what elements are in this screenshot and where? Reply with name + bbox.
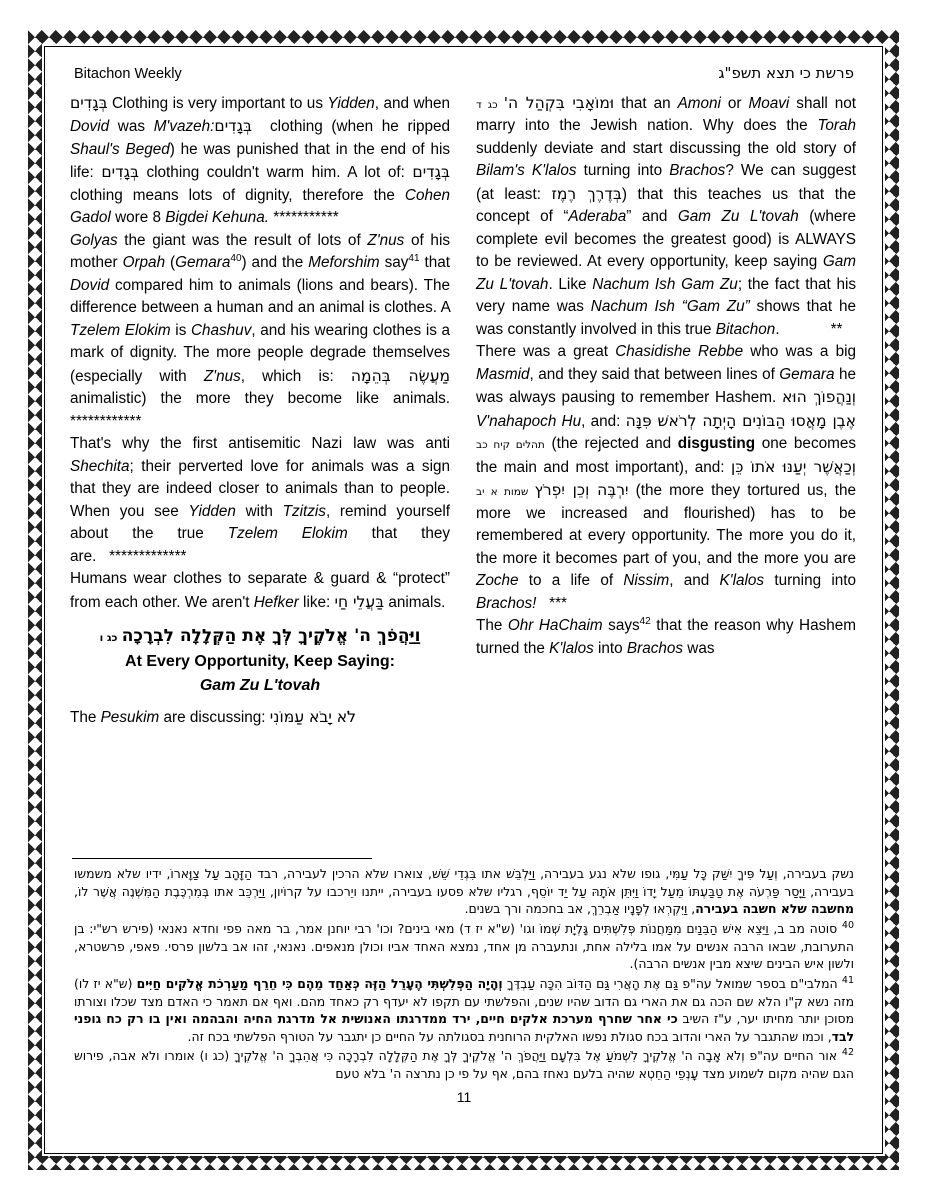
footnote-ref-40: 40 — [230, 253, 242, 265]
separator-stars-3: ************* — [109, 547, 187, 565]
page-content — [58, 52, 870, 1148]
heb-verse-ref-1: כג ד — [476, 99, 504, 111]
footnotes-block — [70, 865, 858, 1083]
heb-baalei-chai: בַּעֲלֵי חַי — [334, 592, 385, 611]
separator-stars-5: *** — [549, 594, 567, 612]
separator-stars-2: ************ — [70, 412, 142, 430]
heb-verse-ref-3: שמות א יב — [476, 486, 535, 499]
heb-umoavi: וּמוֹאָבִי בִּקְהַל ה' — [503, 94, 615, 112]
footnote-42: $^{42}$ אור החיים עה"פ וְלֹא אָבָה ה' אֱלֹקֶיךָ לִשְׁמֹעַ אֶל בִּלְעָם וַיַּהֲפֹךְ ה' אֱלֹקֶיךָ לְּךָ אֶת הַקְּלָלָה לִבְרָכָה כִּי אֲהֵבְךָ ה' אֱלֹקֶיךָ (כג ו) אומרו ולא אבה, פירוש הגם שהיה מקום לשמוע מצד עָנְפֵי הַחֵטְא שהיה בלעם נאחז בהם, אף על פי כן נתרצה ה' בלא טעם — [74, 1047, 854, 1082]
emphasis-disgusting: disgusting — [677, 435, 756, 453]
heading-verse-ref: כג ו — [99, 632, 118, 645]
paragraph-amoni-moavi: וּמוֹאָבִי בִּקְהַל ה' כג ד that an Amoni or Moavi shall not marry into the Jewish nation. Why does the Torah suddenly deviate and start discussing the old story of Bilam's K'lalos turning into Brachos? We can suggest (at least: בְּדֶרֶךְ רֶמֶז) that this teaches us that the concept of “Aderaba” and Gam Zu L'tovah (where complete evil becomes the greatest good) is ALWAYS to be reviewed. At every opportunity, keep saying Gam Zu L'tovah. Like Nachum Ish Gam Zu; the fact that his very name was Nachum Ish “Gam Zu” shows that he was constantly involved in this true Bitachon. ** — [476, 94, 857, 338]
heb-maaseh-behema: מַעֲשֶׂה בְּהֵמָה — [350, 366, 450, 385]
heb-begadim-1: בְּגָדִים — [70, 94, 108, 112]
heb-vnahapoch-hu: וְנַהֲפוֹךְ הוּא — [782, 388, 857, 407]
left-column — [70, 92, 450, 852]
footnote-ref-42: 42 — [639, 616, 651, 628]
heb-lo-yavo-amoni: לֹא יָבֹא עַמּוֹנִי — [269, 707, 356, 726]
heb-begadim-4: בְּגָדִים — [412, 163, 450, 182]
heb-begadim-3: בְּגָדִים — [101, 163, 139, 182]
footnote-continuation: נשק בעבירה, וְעַל פִּיךָ יִשַּׁק כָּל עַמִּי, גופו שלא נגע בעבירה, וַיַּלְבֵּשׁ אתו בִּגְדֵי שֵׁשׁ, צוארו שלא הרכין לעבירה, רבד הַזָּהָב עַל צַוָּארוֹ, ידיו שלא משמשו בעבירה, וַיָּסַר פַּרְעֹה אֶת טַבַּעְתּוֹ מֵעַל יָדוֹ וַיִּתֵּן אֹתָהּ עַל יַד יוֹסֵף, רגליו שלא פסעו בעבירה, ייתנו ויֵרכבו על קרוֹיון, וַיַּרְכֵּב אתו בְּמִרְכֶּבֶת הַמִּשְׁנֶה אֲשֶׁר לוֹ, מחשבה שלא חשבה בעבירה, וַיִּקְרְאוּ לְפָנָיו אַבְרֵךְ, אב בחכמה ורך בשנים. — [74, 866, 854, 917]
running-header — [70, 60, 858, 92]
footnote-41: $^{41}$ המלבי"ם בספר שמואל עה"פ גַּם אֶת הָאֲרִי גַּם הַדּוֹב הִכָּה עַבְדֶּךָ וְהָיָה הַפְּלִשְׁתִּי הֶעָרֵל הַזֶּה כְּאַחַד מֵהֶם כִּי חֵרֵף מַעַרְכֹת אֱלֹקִים חַיִּים (ש"א יז לו) מזה נשא ק"ו הלא שם הכה גם את הארי גם הדוב שהיו שנים, והפלשתי עם תקפו לא יעדף רק כאחד מהם. ואף אם תאמר כי האדם מצד שכלו וצורתו מסוכן יותר מחיתו יער, ע"ז השיב כי אחר שחרף מערכת אלקים חיים, ירד ממדרגתו האנושית אל מדרגת החיה והבהמה ואין בו רק כח גופני לבד, וכמו שהתגבר על הארי והדוב בכח סגולת נפשו האלקית הרוחנית בסגולתה על החיים כן יתגבר על הטורף הפלשתי בכח זה. — [74, 974, 854, 1044]
footnote-ref-41: 41 — [408, 253, 420, 265]
publication-title: Bitachon Weekly — [74, 66, 182, 82]
section-heading — [70, 624, 450, 698]
separator-stars-4: ** — [830, 320, 843, 338]
parsha-title: פרשת כי תצא תשפ"ג — [718, 64, 854, 82]
paragraph-pesukim: The Pesukim are discussing: לֹא יָבֹא עַמּוֹנִי — [70, 707, 356, 726]
two-column-body — [70, 92, 858, 852]
paragraph-shechita: That's why the first antisemitic Nazi law was anti Shechita; their perverted love for animals was a sign that they are indeed closer to animals than to people. When you see Yidden with Tzitzis, remind yourself about the true Tzelem Elokim that they are. ************* — [70, 435, 451, 565]
heb-begadim-2: בְּגָדִים — [214, 117, 262, 136]
section-heading-hebrew: וַיַּהֲפֹךְ ה' אֱלֹקֶיךָ לְּךָ אֶת הַקְּלָלָה לִבְרָכָה כג ו — [99, 626, 421, 647]
paragraph-hefker: Humans wear clothes to separate & guard & “protect” from each other. We aren't Hefker like: בַּעֲלֵי חַי animals. — [70, 570, 450, 611]
heb-vchaasher-yeanu: וְכַאֲשֶׁר יְעַנּוּ אֹתוֹ כֵּן יִרְבֶּה וְכֵן יִפְרֹץ — [534, 457, 856, 500]
heb-verse-ref-2: תהלים קיח כב — [476, 439, 545, 452]
paragraph-golyas: Golyas the giant was the result of lots of Z'nus of his mother Orpah (Gemara$^{40}$) and the Meforshim say$^{41}$ that Dovid compared him to animals (lions and bears). The difference between a human and an animal is clothes. A Tzelem Elokim is Chashuv, and his wearing clothes is a mark of dignity. The more people degrade themselves (especially with Z'nus, which is: מַעֲשֶׂה בְּהֵמָה animalistic) the more they become like animals. ************ — [70, 231, 451, 430]
footnote-40: $^{40}$ סוטה מב ב, וַיֵּצֵא אִישׁ הַבֵּנַיִם מִמַּחֲנוֹת פְּלִשְׁתִּים גָּלְיָת שְׁמוֹ וגו' (ש"א יז ד) מאי בינים? וכו' רבי יוחנן אמר, בר מאה פפי וחדא נאנאי (פירש רש"י: בן התערובת, שבאו הרבה אנשים על אמו בלילה אחת, ונתעברה מן אחד, נמצא האחד אביו וכולן מנאפים. נאנאי, זהו אב בלשון פרסי. פאפי, פרשטרא, ולשון איש הבינים שיצא מבין אנשים הרבה). — [74, 919, 854, 972]
footnote-separator-rule — [72, 858, 372, 859]
paragraph-chasidishe-rebbe: There was a great Chasidishe Rebbe who was a big Masmid, and they said that between lines of Gemara he was always pausing to remember Hashem. וְנַהֲפוֹךְ הוּא V'nahapoch Hu, and: אֶבֶן מָאֲסוּ הַבּוֹנִים הָיְתָה לְרֹאשׁ פִּנָּה תהלים קיח כב (the rejected and disgusting one becomes the main and most important), and: וְכַאֲשֶׁר יְעַנּוּ אֹתוֹ כֵּן יִרְבֶּה וְכֵן יִפְרֹץ שמות א יב (the more they tortured us, the more we increased and flourished) has to be remembered at every opportunity. The more you do it, the more it becomes part of you, and the more you are Zoche to a life of Nissim, and K'lalos turning into Brachos! *** — [476, 343, 857, 612]
right-column — [476, 92, 856, 852]
heb-bederech-remez: בְּדֶרֶךְ רֶמֶז — [551, 184, 622, 203]
footnote-number-41: 41 — [841, 974, 854, 986]
page-number: 11 — [456, 1088, 472, 1105]
footnote-number-42: 42 — [841, 1047, 854, 1059]
paragraph-clothing: בְּגָדִים Clothing is very important to us Yidden, and when Dovid was M'vazeh: בְּגָדִים clothing (when he ripped Shaul's Beged) he was punished that in the end of his life: בְּגָדִים clothing couldn't warm him. A lot of: בְּגָדִים clothing means lots of dignity, therefore the Cohen Gadol wore 8 Bigdei Kehuna. *********** — [70, 94, 451, 227]
section-heading-english-1: At Every Opportunity, Keep Saying: — [125, 652, 395, 670]
paragraph-ohr-hachaim: The Ohr HaChaim says$^{42}$ that the reason why Hashem turned the K'lalos into Brachos was — [476, 616, 857, 657]
footnote-number-40: 40 — [841, 919, 854, 931]
heb-even-maasu: אֶבֶן מָאֲסוּ הַבּוֹנִים הָיְתָה לְרֹאשׁ פִּנָּה — [625, 411, 856, 430]
separator-stars-1: *********** — [273, 209, 339, 227]
section-heading-english-2: Gam Zu L'tovah — [199, 676, 321, 694]
